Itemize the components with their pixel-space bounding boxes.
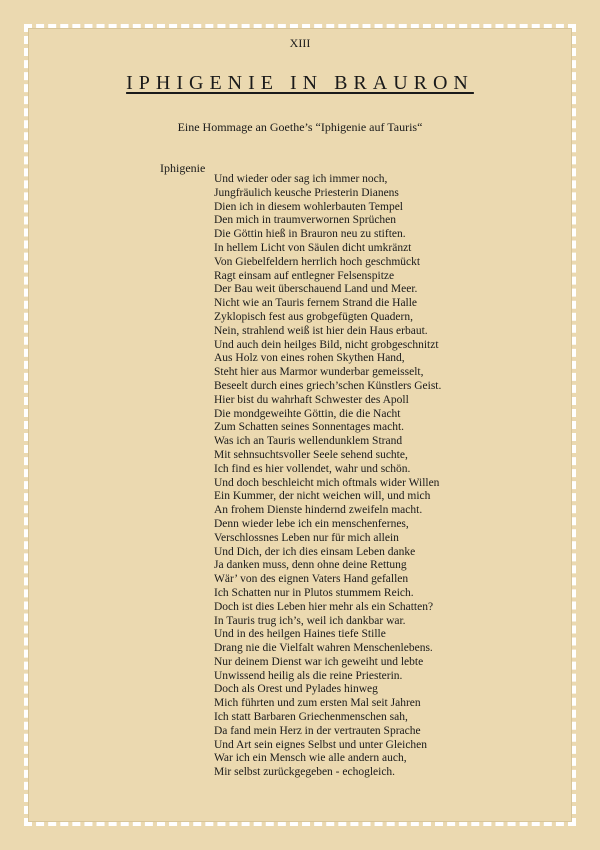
poem-line: Wär’ von des eignen Vaters Hand gefallen	[214, 573, 409, 586]
poem-line: In hellem Licht von Säulen dicht umkränzt	[214, 241, 412, 254]
poem-line: Die mondgeweihte Göttin, die die Nacht	[214, 407, 401, 420]
poem-line: Aus Holz von eines rohen Skythen Hand,	[214, 352, 405, 365]
poem-line: Doch als Orest und Pylades hinweg	[214, 683, 378, 696]
poem-line: Und Art sein eignes Selbst und unter Gleichen	[214, 738, 428, 751]
poem-line: Den mich in traumverwornen Sprüchen	[214, 214, 397, 227]
speaker-name: Iphigenie	[160, 161, 206, 175]
poem-line: Zum Schatten seines Sonnentages macht.	[214, 421, 405, 434]
poem-line: Nur deinem Dienst war ich geweiht und lebte	[214, 655, 424, 668]
poem-line: Ich statt Barbaren Griechenmenschen sah,	[214, 711, 408, 724]
poem-line: Ragt einsam auf entlegner Felsenspitze	[214, 269, 395, 282]
poem-line: Ich Schatten nur in Plutos stummem Reich.	[214, 586, 414, 599]
poem-line: Mich führten und zum ersten Mal seit Jahren	[214, 697, 421, 710]
poem-line: Steht hier aus Marmor wunderbar gemeisselt,	[214, 366, 424, 379]
poem-line: In Tauris trug ich’s, weil ich dankbar war.	[214, 614, 406, 627]
poem-line: Und doch beschleicht mich oftmals wider Willen	[214, 476, 440, 489]
poem-line: Ich find es hier vollendet, wahr und schön.	[214, 462, 411, 475]
poem-line: Nicht wie an Tauris fernem Strand die Halle	[214, 297, 418, 310]
poem-line: Was ich an Tauris wellendunklem Strand	[214, 435, 403, 448]
poem-line: Da fand mein Herz in der vertrauten Sprache	[214, 724, 421, 737]
poem-line: Der Bau weit überschauend Land und Meer.	[214, 283, 418, 296]
poem-line: Und auch dein heilges Bild, nicht grobgeschnitzt	[214, 338, 439, 351]
poem-line: Hier bist du wahrhaft Schwester des Apoll	[214, 393, 409, 406]
poem-line: Unwissend heilig als die reine Priesterin.	[214, 669, 403, 682]
poem-line: Und wieder oder sag ich immer noch,	[214, 173, 388, 185]
poem-line: Mir selbst zurückgegeben - echogleich.	[214, 766, 396, 779]
poem-line: Und in des heilgen Haines tiefe Stille	[214, 628, 386, 641]
poem-line: Ein Kummer, der nicht weichen will, und mich	[214, 490, 431, 503]
poem-line: An frohem Dienste hindernd zweifeln macht.	[214, 504, 423, 517]
poem-line: Verschlossnes Leben nur für mich allein	[214, 531, 399, 544]
poem-line: Und Dich, der ich dies einsam Leben danke	[214, 545, 416, 558]
poem-line: Ja danken muss, denn ohne deine Rettung	[214, 559, 407, 572]
poem-line: Jungfräulich keusche Priesterin Dianens	[214, 186, 399, 199]
poem-line: Dien ich in diesem wohlerbauten Tempel	[214, 200, 403, 213]
poem-line: Beseelt durch eines griech’schen Künstlers Geist.	[214, 379, 442, 392]
poem-line: Mit sehnsuchtsvoller Seele sehend suchte,	[214, 448, 408, 461]
subtitle: Eine Hommage an Goethe’s “Iphigenie auf Tauris“	[177, 120, 423, 134]
poem-line: Drang nie die Vielfalt wahren Menschenlebens.	[214, 642, 433, 655]
poem-body	[214, 173, 554, 780]
poem-line: Denn wieder lebe ich ein menschenfernes,	[214, 517, 409, 530]
chapter-number: XIII	[289, 36, 311, 50]
poem-line: Die Göttin hieß in Brauron neu zu stiften.	[214, 228, 406, 241]
poem-line: Nein, strahlend weiß ist hier dein Haus erbaut.	[214, 324, 428, 337]
page-title	[0, 72, 600, 95]
poem-line: War ich ein Mensch wie alle andern auch,	[214, 752, 407, 765]
poem-line: Von Giebelfeldern herrlich hoch geschmückt	[214, 255, 421, 268]
page-title-text: IPHIGENIE IN BRAURON	[126, 72, 474, 94]
poem-line: Zyklopisch fest aus grobgefügten Quadern,	[214, 310, 413, 323]
poem-line: Doch ist dies Leben hier mehr als ein Schatten?	[214, 600, 434, 613]
